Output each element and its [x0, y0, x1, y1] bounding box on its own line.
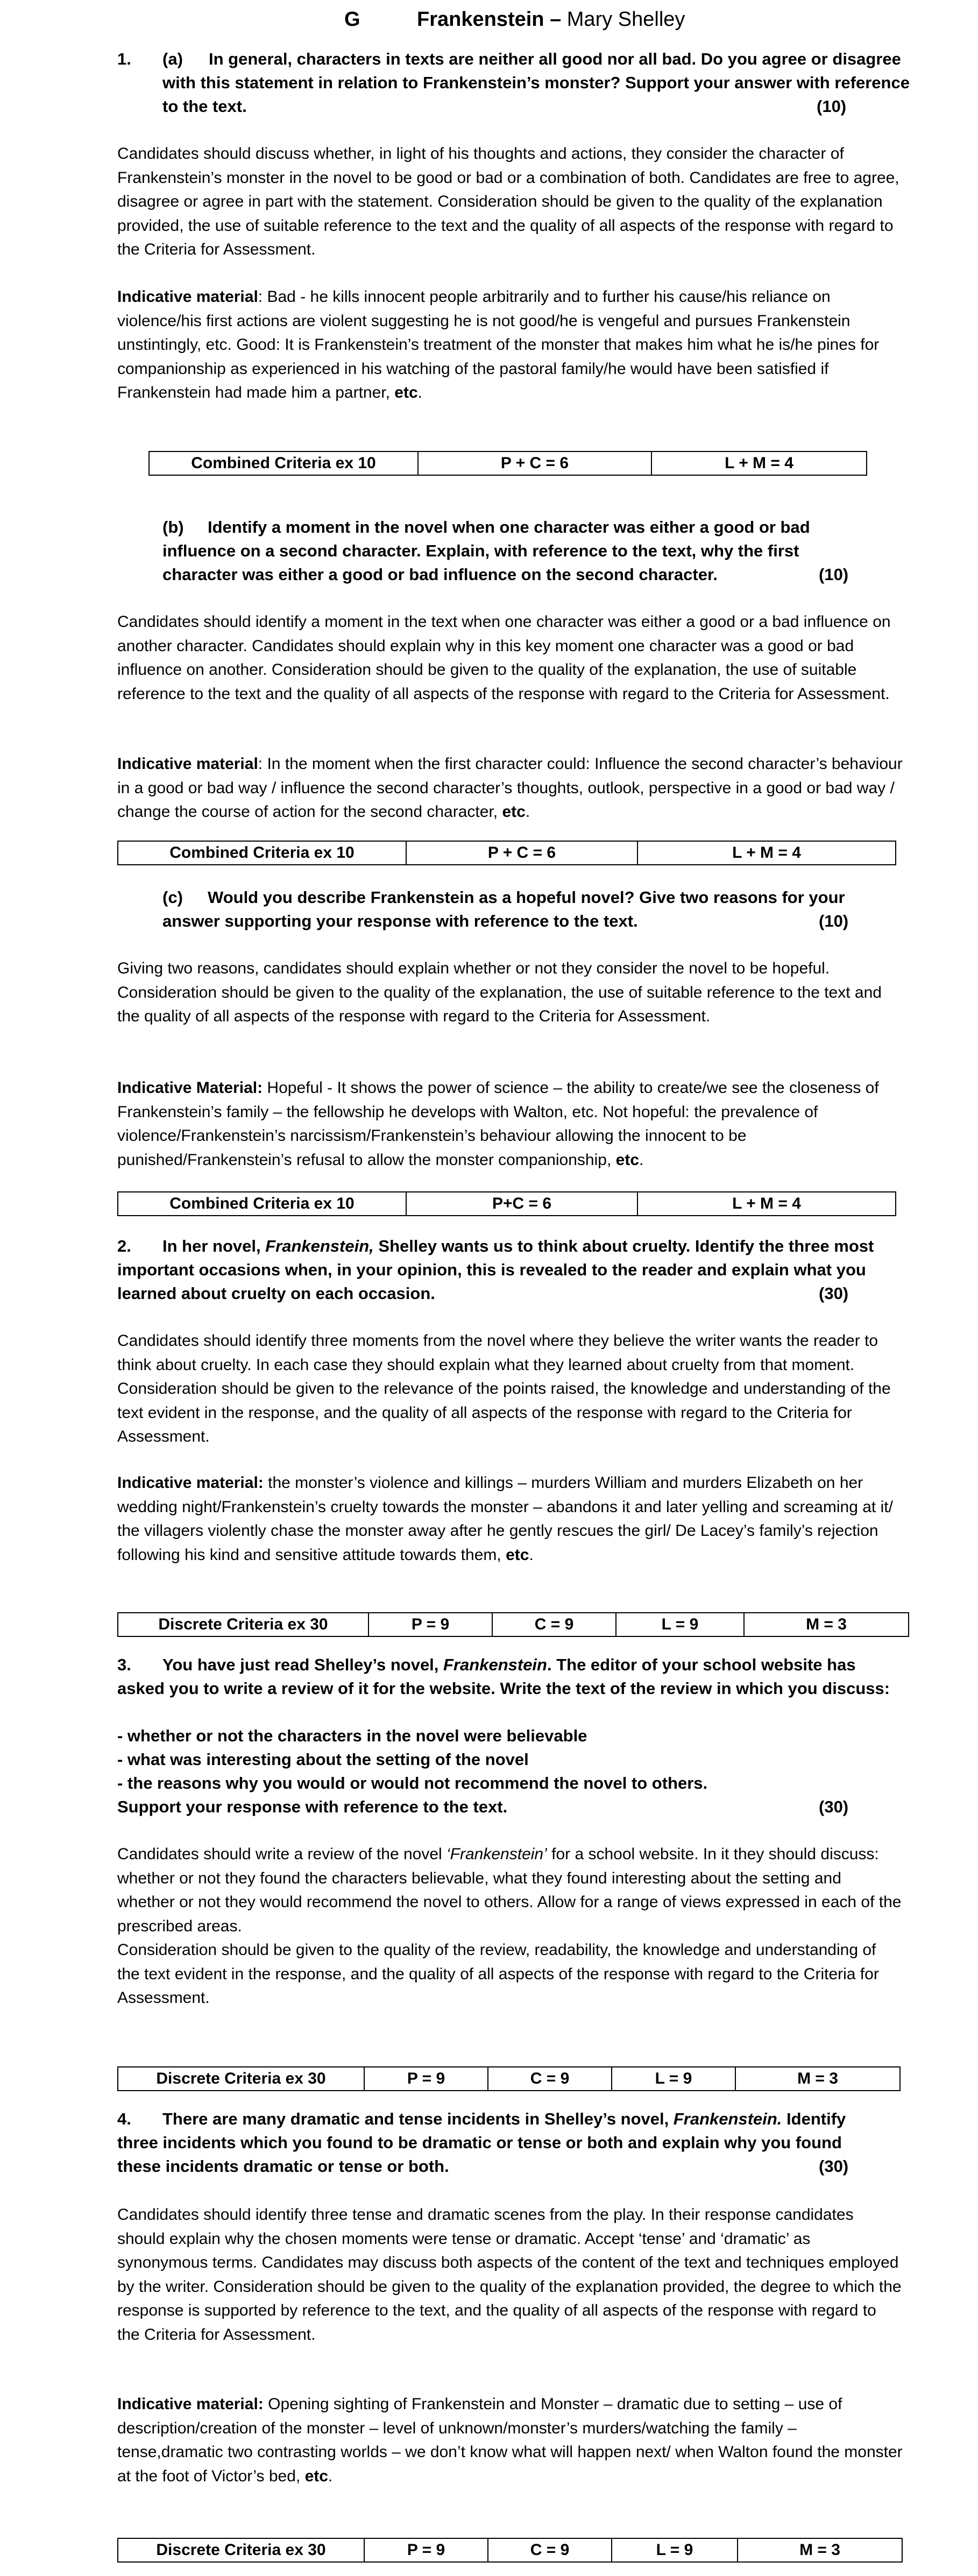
indicative-label: Indicative material: — [117, 2395, 264, 2413]
criteria-l: L = 9 — [616, 1613, 744, 1636]
page-title — [417, 5, 685, 33]
criteria-type: Discrete Criteria ex 30 — [118, 1613, 368, 1636]
criteria-p: P = 9 — [364, 2538, 488, 2562]
criteria-table — [117, 2066, 901, 2091]
question-prompt: Would you describe Frankenstein as a hopeful novel? Give two reasons for your answer supporting your response with reference to the text. — [162, 888, 845, 930]
criteria-type: Combined Criteria ex 10 — [118, 841, 406, 865]
prompt-pre: You have just read Shelley’s novel, — [162, 1655, 444, 1674]
question-marks: (10) — [819, 565, 849, 584]
prompt-post: . The editor of your school website has asked you to write a review of it for the website. Write the text of the review in which you discuss: — [117, 1655, 890, 1698]
marking-guidance: Giving two reasons, candidates should explain whether or not they consider the novel to be hopeful. Consideration should be given to the quality of the explanation, the use of suitable reference to the text and the quality of all aspects of the response with regard to the Criteria for Assessment. — [117, 959, 882, 1025]
etc-text: etc — [615, 1151, 639, 1169]
question-3 — [117, 1653, 924, 1724]
criteria-lm: L + M = 4 — [637, 841, 896, 865]
section-letter: G — [344, 8, 360, 31]
criteria-type: Combined Criteria ex 10 — [118, 1192, 406, 1216]
criteria-table — [117, 2538, 903, 2563]
question-prompt — [117, 1234, 892, 1305]
criteria-table — [148, 451, 867, 476]
indicative-material: Indicative material: the monster’s violence and killings – murders William and murders Elizabeth on her wedding night/Frankenstein’s cruelty towards the monster – abandons it and later yelling and screaming at it/ the villagers violently chase the monster away after he gently rescues the girl/ De Lacey’s family’s rejection following his kind and sensitive attitude towards them, etc. — [117, 1474, 893, 1564]
question-1c — [162, 886, 926, 933]
criteria-p: P = 9 — [368, 1613, 492, 1636]
etc-text: etc — [506, 1545, 529, 1564]
question-prompt — [117, 2107, 887, 2178]
author-text: Mary Shelley — [561, 8, 685, 31]
indicative-label: Indicative material — [117, 755, 258, 773]
marking-guidance: Candidates should identify three moments from the novel where they believe the writer wants the reader to think about cruelty. In each case they should explain what they learned about cruelty from that moment. Consideration should be given to the relevance of the points raised, the knowledge and understanding of the text evident in the response, and the quality of all aspects of the response with regard to the Criteria for Assessment. — [117, 1332, 891, 1445]
etc-text: etc — [394, 384, 418, 401]
question-2 — [117, 1234, 924, 1305]
question-prompt — [117, 1653, 897, 1700]
prompt-pre: In her novel, — [162, 1237, 266, 1255]
criteria-table — [117, 841, 896, 865]
marking-guidance: Candidates should discuss whether, in light of his thoughts and actions, they consider the character of Frankenstein’s monster in the novel to be good or bad or a combination of both. Candidates are free to agree, disagree or agree in part with the statement. Consideration should be given to the quality of the explanation provided, the use of suitable reference to the text and the quality of all aspects of the response with regard to the Criteria for Assessment. — [117, 145, 899, 258]
bullet-item: - whether or not the characters in the novel were believable — [117, 1726, 587, 1745]
support-line: Support your response with reference to the text. — [117, 1797, 508, 1816]
indicative-material: Indicative Material: Hopeful - It shows the power of science – the ability to create/we see the closeness of Frankenstein’s family – the fellowship he develops with Walton, etc. Not hopeful: the prevalence of violence/Frankenstein’s narcissism/Frankenstein’s behaviour allowing the innocent to be punished/Frankenstein’s refusal to allow the monster companionship, etc. — [117, 1079, 879, 1169]
criteria-lm: L + M = 4 — [651, 451, 867, 475]
question-marks: (30) — [819, 1797, 849, 1816]
criteria-c: C = 9 — [488, 2067, 612, 2091]
marking-guidance — [117, 1843, 903, 2010]
title-text: Frankenstein – — [417, 8, 562, 31]
criteria-pc: P + C = 6 — [418, 451, 651, 475]
indicative-text: Opening sighting of Frankenstein and Monster – dramatic due to setting – use of description/creation of the monster – level of unknown/monster’s murders/watching the family – tense,dramatic two contrasting worlds – we don’t know what will happen next/ when Walton found the monster at the foot of Victor’s bed, — [117, 2395, 903, 2485]
criteria-l: L = 9 — [612, 2538, 738, 2562]
question-marks: (10) — [817, 97, 847, 116]
criteria-pc: P+C = 6 — [406, 1192, 637, 1216]
guidance-2: Consideration should be given to the quality of the review, readability, the knowledge and understanding of the text evident in the response, and the quality of all aspects of the response with regard to the Criteria for Assessment. — [117, 1941, 879, 2007]
criteria-c: C = 9 — [488, 2538, 612, 2562]
question-marks: (30) — [819, 1284, 849, 1303]
criteria-m: M = 3 — [738, 2538, 902, 2562]
prompt-pre: There are many dramatic and tense incidents in Shelley’s novel, — [162, 2109, 674, 2128]
question-4 — [117, 2107, 924, 2178]
indicative-text: : Bad - he kills innocent people arbitrarily and to further his cause/his reliance on violence/his first actions are violent suggesting he is not good/he is vengeful and pursues Frankenstein unstintingly, etc. Good: It is Frankenstein’s treatment of the monster that makes him what he is/he pines for companionship as experienced in his watching of the pastoral family/he would have been satisfied if Frankenstein had made him a partner, — [117, 288, 880, 401]
question-number: 3. — [117, 1655, 131, 1674]
criteria-type: Discrete Criteria ex 30 — [118, 2538, 364, 2562]
question-prompt: Identify a moment in the novel when one character was either a good or bad influence on a second character. Explain, with reference to the text, why the first character was either a good or bad influence on the second character. — [162, 518, 810, 584]
guidance-post: for a school website. In it they should discuss: whether or not they found the characters believable, what they found interesting about the setting and whether or not they would recommend the novel to others. Allow for a range of views expressed in each of the prescribed areas. — [117, 1845, 902, 1935]
criteria-pc: P + C = 6 — [406, 841, 637, 865]
bullet-item: - what was interesting about the setting of the novel — [117, 1750, 529, 1769]
indicative-material: Indicative material: Opening sighting of Frankenstein and Monster – dramatic due to setting – use of description/creation of the monster – level of unknown/monster’s murders/watching the family – tense,dramatic two contrasting worlds – we don’t know what will happen next/ when Walton found the monster at the foot of Victor’s bed, etc. — [117, 2395, 903, 2485]
question-number: 1. — [117, 50, 131, 68]
bullet-item: - the reasons why you would or would not recommend the novel to others. — [117, 1774, 708, 1792]
marking-guidance: Candidates should identify three tense and dramatic scenes from the play. In their response candidates should explain why the chosen moments were tense or dramatic. Accept ‘tense’ and ‘dramatic’ as synonymous terms. Candidates may discuss both aspects of the content of the text and techniques employed by the writer. Consideration should be given to the quality of the explanation provided, the degree to which the response is supported by reference to the text, and the quality of all aspects of the response with regard to the Criteria for Assessment. — [117, 2206, 902, 2344]
prompt-post: Identify three incidents which you found to be dramatic or tense or both and explain why you found these incidents dramatic or tense or both. — [117, 2109, 846, 2176]
indicative-material: Indicative material: In the moment when the first character could: Influence the second character’s behaviour in a good or bad way / influence the second character’s thoughts, outlook, perspective in a good or bad way / change the course of action for the second character, etc. — [117, 755, 903, 821]
question-1b — [162, 516, 926, 587]
criteria-table — [117, 1612, 909, 1637]
subquestion-label: (b) — [162, 518, 184, 537]
criteria-m: M = 3 — [744, 1613, 909, 1636]
indicative-material: Indicative material: Bad - he kills innocent people arbitrarily and to further his cause/his reliance on violence/his first actions are violent suggesting he is not good/he is vengeful and pursues Frankenstein unstintingly, etc. Good: It is Frankenstein’s treatment of the monster that makes him what he is/he pines for companionship as experienced in his watching of the pastoral family/he would have been satisfied if Frankenstein had made him a partner, etc. — [117, 288, 880, 401]
indicative-text: : In the moment when the first character could: Influence the second character’s behaviour in a good or bad way / influence the second character’s thoughts, outlook, perspective in a good or bad way / change the course of action for the second character, — [117, 755, 903, 821]
criteria-p: P = 9 — [364, 2067, 488, 2091]
guidance-italic: ‘Frankenstein’ — [447, 1845, 547, 1863]
prompt-post: Shelley wants us to think about cruelty. Identify the three most important occasions when, in your opinion, this is revealed to the reader and explain what you learned about cruelty on each occasion. — [117, 1237, 874, 1303]
subquestion-label: (c) — [162, 888, 183, 907]
etc-text: etc — [502, 803, 526, 821]
marking-guidance: Candidates should identify a moment in the text when one character was either a good or a bad influence on another character. Candidates should explain why in this key moment one character was a good or bad influence on another. Consideration should be given to the quality of the explanation, the use of suitable reference to the text and the quality of all aspects of the response with regard to the Criteria for Assessment. — [117, 613, 891, 703]
indicative-label: Indicative material — [117, 288, 258, 306]
criteria-table — [117, 1191, 896, 1216]
prompt-italic: Frankenstein, — [265, 1237, 374, 1255]
criteria-lm: L + M = 4 — [637, 1192, 896, 1216]
question-prompt: In general, characters in texts are neither all good nor all bad. Do you agree or disagree with this statement in relation to Frankenstein’s monster? Support your answer with reference to the text. — [162, 50, 910, 116]
etc-text: etc — [304, 2467, 328, 2485]
guidance-pre: Candidates should write a review of the novel — [117, 1845, 447, 1863]
indicative-label: Indicative material: — [117, 1474, 264, 1492]
criteria-m: M = 3 — [735, 2067, 900, 2091]
question-number: 2. — [117, 1237, 131, 1255]
indicative-label: Indicative Material: — [117, 1079, 263, 1097]
subquestion-label: (a) — [162, 50, 183, 68]
question-marks: (10) — [819, 912, 849, 930]
indicative-text: Hopeful - It shows the power of science – the ability to create/we see the closeness of Frankenstein’s family – the fellowship he develops with Walton, etc. Not hopeful: the prevalence of violence/Frankenstein’s narcissism/Frankenstein’s behaviour allowing the innocent to be punished/Frankenstein’s refusal to allow the monster companionship, — [117, 1079, 879, 1169]
prompt-italic: Frankenstein. — [673, 2109, 782, 2128]
question-bullets — [117, 1724, 870, 1819]
question-1a — [117, 47, 924, 118]
criteria-c: C = 9 — [492, 1613, 616, 1636]
criteria-type: Combined Criteria ex 10 — [149, 451, 418, 475]
criteria-type: Discrete Criteria ex 30 — [118, 2067, 364, 2091]
criteria-l: L = 9 — [612, 2067, 735, 2091]
question-marks: (30) — [819, 2157, 849, 2176]
question-number: 4. — [117, 2109, 131, 2128]
indicative-text: the monster’s violence and killings – murders William and murders Elizabeth on her wedding night/Frankenstein’s cruelty towards the monster – abandons it and later yelling and screaming at it/ the villagers violently chase the monster away after he gently rescues the girl/ De Lacey’s family’s rejection following his kind and sensitive attitude towards them, — [117, 1474, 893, 1564]
prompt-italic: Frankenstein — [443, 1655, 547, 1674]
